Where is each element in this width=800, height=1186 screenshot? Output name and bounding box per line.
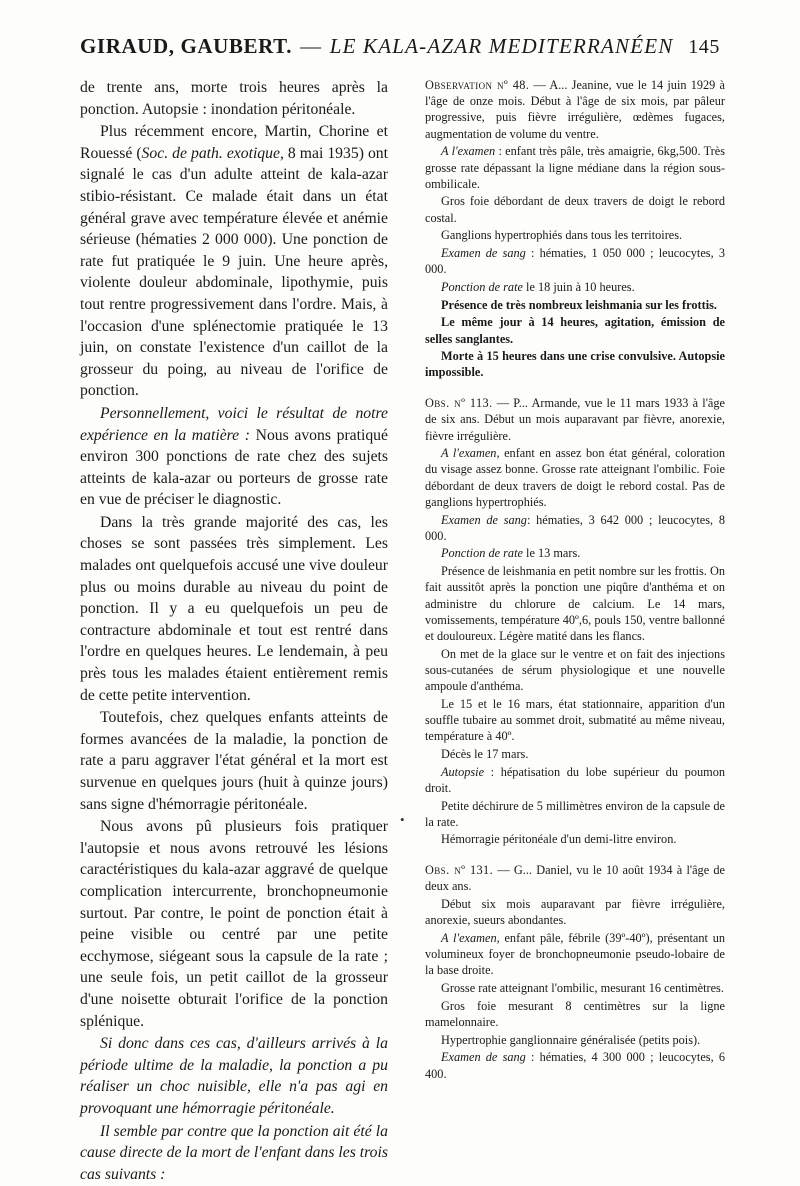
observation-heading: Obs. nº 113.	[425, 396, 493, 411]
observation-paragraph: Décès le 17 mars.	[441, 746, 529, 761]
observation-paragraph: Obs. nº 113. — P... Armande, vue le 11 mars 1933 à l'âge de six ans. Début un mois auparavant par fièvre, anorexie, fièvre irrégulière.	[425, 396, 725, 443]
observation-paragraph: Examen de sang: hématies, 3 642 000 ; leucocytes, 8 000.	[425, 512, 725, 543]
left-paragraph: Plus récemment encore, Martin, Chorine et Rouessé (Soc. de path. exotique, 8 mai 1935) ont signalé le cas d'un adulte atteint de kala-azar stibio-résistant. Ce malade était dans un état général grave avec température élevée et anémie sérieuse (hématies 2 000 000). Une ponction de rate fut pratiquée le 9 juin. Une heure après, violente douleur abdominale, lipothymie, puis tout rentre progressivement dans l'ordre. Mais, à l'occasion d'une splénectomie pratiquée le 13 juin, on constate l'existence d'un caillot de la grosseur du poing, au niveau de l'orifice de ponction.	[80, 123, 389, 400]
observation-paragraph: Grosse rate atteignant l'ombilic, mesurant 16 centimètres.	[441, 981, 724, 996]
observation-paragraph: Hémorragie péritonéale d'un demi-litre environ.	[441, 832, 677, 847]
header-dash: —	[300, 34, 322, 58]
right-column	[425, 77, 725, 1083]
left-paragraph: Dans la très grande majorité des cas, les choses se sont passées très simplement. Les malades ont quelquefois accusé une vive douleur plus ou moins durable au niveau du point de ponction. Il y a eu quelquefois un peu de contracture abdominale et tout est rentré dans l'ordre en quelques heures. Le lendemain, à peu près tous les malades étaient entièrement remis de cette petite intervention.	[80, 513, 388, 704]
observation-heading: Obs. nº 131.	[425, 863, 494, 878]
header-authors: GIRAUD, GAUBERT.	[80, 34, 293, 58]
observation-paragraph: Examen de sang : hématies, 4 300 000 ; leucocytes, 6 400.	[425, 1050, 725, 1081]
left-paragraph: de trente ans, morte trois heures après la ponction. Autopsie : inondation péritonéale.	[80, 79, 388, 118]
observation-113	[425, 395, 725, 847]
observation-48	[425, 77, 725, 381]
observation-paragraph: Présence de leishmania en petit nombre sur les frottis. On fait aussitôt après la ponction une piqûre d'anthéma et on administre du chlorure de calcium. Le 14 mars, vomissements, température 40º,6, pouls 150, ventre ballonné et douloureux. Légère matité dans les flancs.	[425, 564, 725, 643]
header-title: LE KALA-AZAR MEDITERRANÉEN	[329, 34, 674, 58]
observation-paragraph: Présence de très nombreux leishmania sur les frottis.	[441, 297, 717, 312]
observation-paragraph: A l'examen, enfant pâle, fébrile (39º-40º), présentant un volumineux foyer de bronchopneumonie pseudo-lobaire de la base droite.	[425, 930, 725, 978]
observation-paragraph: Examen de sang : hématies, 1 050 000 ; leucocytes, 3 000.	[425, 246, 725, 277]
observation-paragraph: Morte à 15 heures dans une crise convulsive. Autopsie impossible.	[425, 349, 725, 380]
observation-paragraph: Hypertrophie ganglionnaire généralisée (petits pois).	[441, 1032, 701, 1047]
left-column	[80, 77, 388, 1186]
observation-paragraph: On met de la glace sur le ventre et on fait des injections sous-cutanées de sérum physiologique et une nouvelle ampoule d'anthéma.	[425, 646, 725, 694]
observation-paragraph: Ganglions hypertrophiés dans tous les territoires.	[441, 228, 683, 243]
observation-paragraph: Ponction de rate le 13 mars.	[441, 546, 581, 561]
observation-paragraph: Observation nº 48. — A... Jeanine, vue le 14 juin 1929 à l'âge de onze mois. Début à l'âge de six mois, par pâleur progressive, puis fièvre irrégulière, œdèmes fugaces, augmentation de volume du ventre.	[425, 78, 725, 141]
observation-paragraph: Obs. nº 131. — G... Daniel, vu le 10 août 1934 à l'âge de deux ans.	[425, 863, 726, 894]
observation-heading: Observation nº 48.	[425, 78, 530, 92]
margin-dot: •	[400, 812, 405, 827]
left-paragraph: Si donc dans ces cas, d'ailleurs arrivés à la période ultime de la maladie, la ponction a pu réaliser un choc nuisible, elle n'a pas agi en provoquant une hémorragie péritonéale.	[80, 1035, 388, 1117]
left-paragraph: Nous avons pû plusieurs fois pratiquer l'autopsie et nous avons retrouvé les lésions caractéristiques du kala-azar aggravé de quelque complication intercurrente, bronchopneumonie surtout. Par contre, le point de ponction était à peine visible ou centré par une petite ecchymose, siégeant sous la capsule de la rate ; une seule fois, un petit caillot de la grosseur d'une noisette obturait l'orifice de la ponction splénique.	[80, 818, 388, 1030]
observation-paragraph: Le même jour à 14 heures, agitation, émission de selles sanglantes.	[425, 315, 725, 346]
left-paragraph: Il semble par contre que la ponction ait été la cause directe de la mort de l'enfant dans les trois cas suivants :	[80, 1122, 388, 1183]
observation-paragraph: Autopsie : hépatisation du lobe supérieur du poumon droit.	[425, 764, 725, 795]
observation-paragraph: Le 15 et le 16 mars, état stationnaire, apparition d'un souffle tubaire au sommet droit, submatité au même niveau, température à 40º.	[425, 696, 725, 744]
observation-paragraph: A l'examen, enfant en assez bon état général, coloration du visage assez bonne. Grosse rate atteignant l'ombilic. Foie débordant de deux travers de doigt le rebord costal. Pas de ganglions hypertrophiés.	[425, 446, 725, 509]
observation-paragraph: Gros foie débordant de deux travers de doigt le rebord costal.	[425, 194, 725, 225]
left-paragraph: Personnellement, voici le résultat de notre expérience en la matière : Nous avons pratiqué environ 300 ponctions de rate chez des sujets atteints de kala-azar ou porteurs de grosse rate en vue de préciser le diagnostic.	[80, 404, 388, 509]
left-paragraph: Toutefois, chez quelques enfants atteints de formes avancées de la maladie, la ponction de rate a paru aggraver l'état général et la mort est survenue en quelques jours (huit à quinze jours) sans signe d'hémorragie péritonéale.	[80, 709, 388, 813]
observation-paragraph: Ponction de rate le 18 juin à 10 heures.	[441, 279, 635, 294]
observation-paragraph: Gros foie mesurant 8 centimètres sur la ligne mamelonnaire.	[425, 998, 725, 1029]
running-header	[80, 34, 720, 74]
page-number: 145	[688, 36, 720, 58]
observation-paragraph: Petite déchirure de 5 millimètres environ de la capsule de la rate.	[425, 798, 725, 829]
observation-paragraph: Début six mois auparavant par fièvre irrégulière, anorexie, sueurs abondantes.	[425, 897, 725, 928]
observation-paragraph: A l'examen : enfant très pâle, très amaigrie, 6kg,500. Très grosse rate dépassant la ligne médiane dans la région sous-ombilicale.	[425, 144, 726, 191]
observation-131	[425, 862, 725, 1082]
